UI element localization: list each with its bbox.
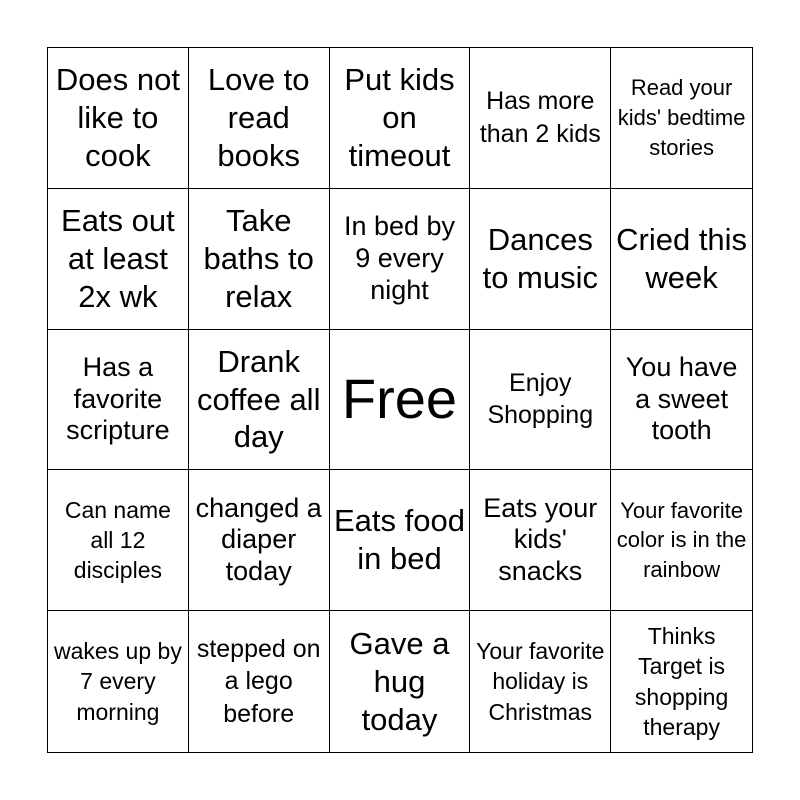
bingo-cell-r3c4[interactable] [470,330,611,471]
cell-text: stepped on a lego before [196,634,321,728]
bingo-cell-r5c4[interactable] [470,611,611,752]
bingo-cell-r4c2[interactable] [189,470,330,611]
cell-text: Enjoy Shopping [487,368,594,430]
cell-text: Gave a hug today [349,625,450,737]
bingo-cell-r2c1[interactable] [48,189,189,330]
bingo-cell-r1c1[interactable] [48,48,189,189]
cell-text: Love to read books [207,62,310,173]
cell-text: Free [341,367,458,431]
cell-text: Dances to music [482,221,598,295]
cell-text: Eats your kids' snacks [483,492,598,587]
bingo-cell-r5c3[interactable] [330,611,471,752]
cell-text: Take baths to relax [203,202,314,314]
cell-text: Eats food in bed [334,503,465,577]
bingo-cell-r3c1[interactable] [48,330,189,471]
bingo-cell-r1c4[interactable] [470,48,611,189]
cell-text: Does not like to cook [55,62,180,173]
cell-text: wakes up by 7 every morning [53,638,182,725]
bingo-cell-r4c5[interactable] [611,470,752,611]
cell-text: Cried this week [616,221,748,295]
cell-text: In bed by 9 every night [343,210,456,305]
cell-text: Has more than 2 kids [479,87,601,148]
cell-text: Thinks Target is shopping therapy [634,622,729,740]
cell-text: Read your kids' bedtime stories [617,75,746,160]
bingo-cell-r2c5[interactable] [611,189,752,330]
cell-text: Your favorite holiday is Christmas [476,638,605,725]
bingo-cell-r5c5[interactable] [611,611,752,752]
cell-text: Has a favorite scripture [66,351,170,446]
bingo-cell-r2c2[interactable] [189,189,330,330]
cell-text: changed a diaper today [195,492,322,587]
bingo-cell-r5c2[interactable] [189,611,330,752]
bingo-cell-r3c5[interactable] [611,330,752,471]
cell-text: Eats out at least 2x wk [61,202,175,314]
bingo-cell-r1c2[interactable] [189,48,330,189]
bingo-cell-r5c1[interactable] [48,611,189,752]
cell-text: Drank coffee all day [196,343,321,455]
cell-text: Put kids on timeout [344,62,455,173]
bingo-cell-r2c3[interactable] [330,189,471,330]
bingo-cell-r4c1[interactable] [48,470,189,611]
bingo-cell-r4c3[interactable] [330,470,471,611]
cell-text: Your favorite color is in the rainbow [616,497,747,583]
cell-text: You have a sweet tooth [625,351,738,446]
bingo-cell-r3c2[interactable] [189,330,330,471]
bingo-cell-r4c4[interactable] [470,470,611,611]
bingo-cell-free[interactable] [330,330,471,471]
bingo-cell-r2c4[interactable] [470,189,611,330]
cell-text: Can name all 12 disciples [64,496,171,584]
bingo-cell-r1c3[interactable] [330,48,471,189]
bingo-board [47,47,753,753]
bingo-cell-r1c5[interactable] [611,48,752,189]
